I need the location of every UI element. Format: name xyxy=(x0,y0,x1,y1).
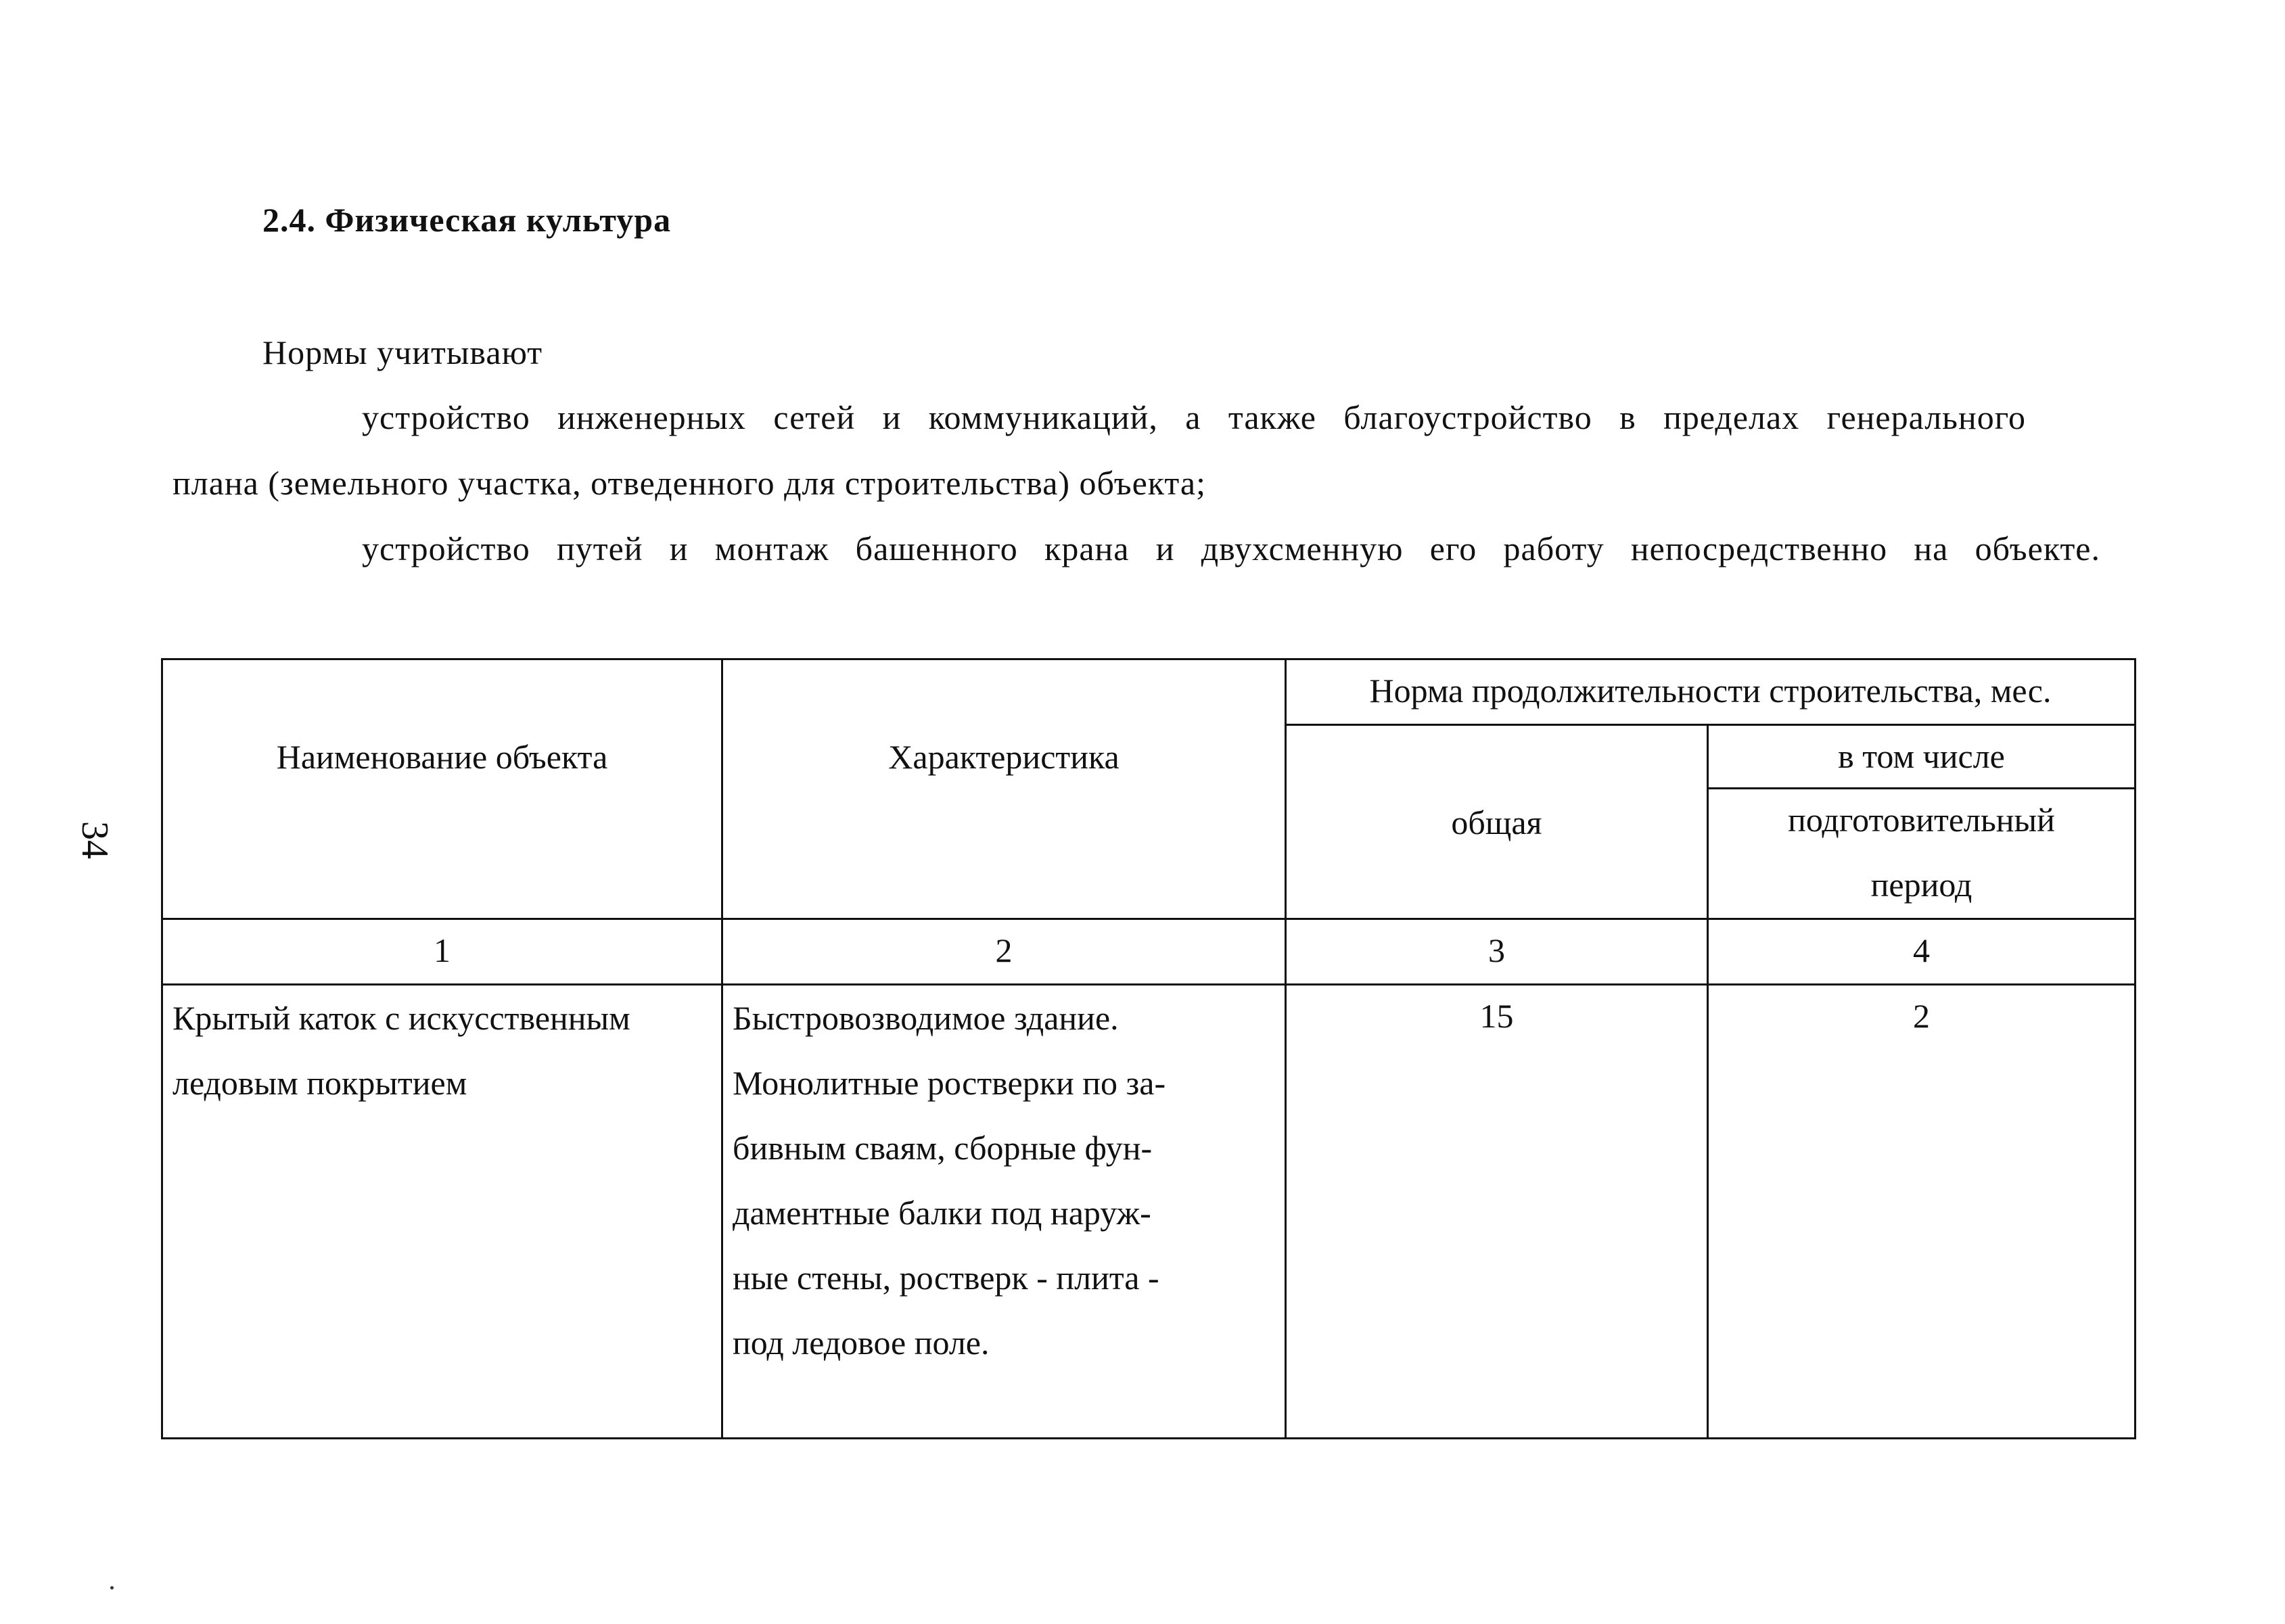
header-including-cell xyxy=(1707,724,2136,789)
header-name-cell xyxy=(161,658,723,920)
row-characteristic-line: Монолитные ростверки по за- xyxy=(733,1064,1166,1102)
row-prep-cell xyxy=(1707,983,2136,1439)
column-number-4 xyxy=(1707,918,2136,985)
header-prep-line-2: период xyxy=(1870,866,1972,904)
row-characteristic-cell xyxy=(721,983,1287,1439)
row-characteristic-line: бивным сваям, сборные фун- xyxy=(733,1129,1153,1167)
page-number: 34 xyxy=(74,821,116,859)
row-name-line: Крытый каток с искусственным xyxy=(172,999,630,1037)
scan-dot xyxy=(110,1586,114,1590)
row-prep: 2 xyxy=(1913,997,1930,1035)
paragraph-1-line-2: плана (земельного участка, отведенного для строительства) объекта; xyxy=(172,464,1206,502)
paragraph-2: устройство путей и монтаж башенного крана и двухсменную его работу непосредственно на объекте. xyxy=(362,530,2100,567)
column-number-3 xyxy=(1285,918,1709,985)
row-total: 15 xyxy=(1479,997,1514,1035)
row-characteristic-line: Быстровозводимое здание. xyxy=(733,999,1119,1037)
row-name-line: ледовым покрытием xyxy=(172,1064,467,1102)
column-number-text: 2 xyxy=(995,931,1013,969)
paragraph-1-line-1: устройство инженерных сетей и коммуникаций, а также благоустройство в пределах генерального xyxy=(362,398,2026,436)
header-prep-cell xyxy=(1707,787,2136,920)
section-heading: 2.4. Физическая культура xyxy=(262,201,672,239)
row-characteristic-line: под ледовое поле. xyxy=(733,1324,990,1362)
header-name: Наименование объекта xyxy=(276,738,608,776)
header-total-cell xyxy=(1285,724,1709,920)
row-total-cell xyxy=(1285,983,1709,1439)
intro-text: Нормы учитывают xyxy=(262,333,543,371)
column-number-text: 4 xyxy=(1913,931,1930,969)
header-total: общая xyxy=(1451,804,1542,841)
row-name-cell xyxy=(161,983,723,1439)
header-prep-line-1: подготовительный xyxy=(1788,801,2055,839)
header-characteristic: Характеристика xyxy=(888,738,1120,776)
header-including: в том числе xyxy=(1838,737,2005,775)
norms-table xyxy=(161,658,2136,1439)
header-characteristic-cell xyxy=(721,658,1287,920)
column-number-text: 1 xyxy=(434,931,451,969)
header-norm-cell xyxy=(1285,658,2136,726)
column-number-2 xyxy=(721,918,1287,985)
row-characteristic-line: даментные балки под наруж- xyxy=(733,1194,1151,1232)
row-characteristic-line: ные стены, ростверк - плита - xyxy=(733,1259,1159,1297)
header-norm: Норма продолжительности строительства, мес. xyxy=(1369,672,2052,710)
column-number-text: 3 xyxy=(1488,931,1505,969)
column-number-1 xyxy=(161,918,723,985)
